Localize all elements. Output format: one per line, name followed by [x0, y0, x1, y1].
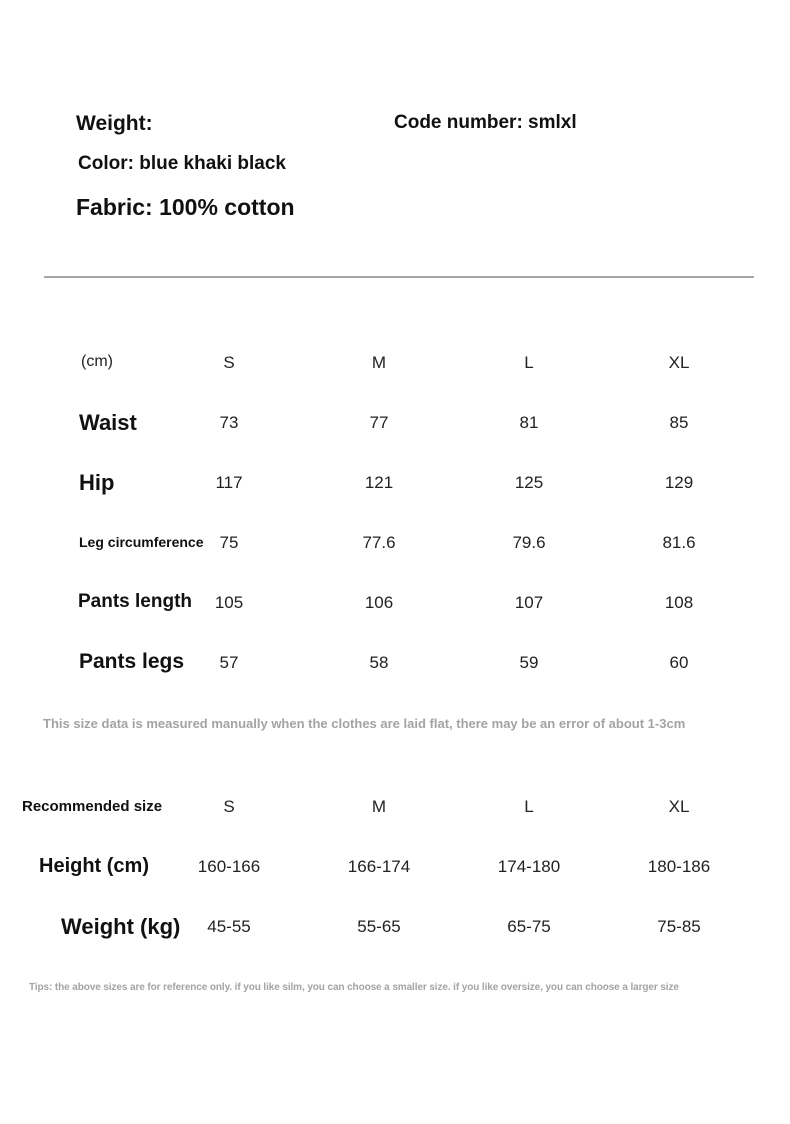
table-cell: 77 [369, 413, 389, 432]
row-label-leg-circumference: Leg circumference [79, 534, 204, 550]
table-cell: 166-174 [347, 857, 411, 876]
row-label-hip: Hip [79, 470, 115, 495]
rec-size-header-xl: XL [668, 797, 690, 816]
weight-label: Weight: [76, 112, 153, 135]
table-cell: 79.6 [512, 533, 546, 552]
code-number: Code number: smlxl [394, 112, 577, 133]
recommended-size-label: Recommended size [22, 798, 163, 815]
table-cell: 125 [514, 473, 544, 492]
table-cell: 160-166 [197, 857, 261, 876]
table-cell: 58 [369, 653, 389, 672]
table-cell: 129 [664, 473, 694, 492]
table-cell: 108 [664, 593, 694, 612]
table-cell: 55-65 [357, 917, 401, 936]
color-info: Color: blue khaki black [78, 153, 286, 174]
size-header-xl: XL [668, 353, 690, 372]
table-cell: 73 [219, 413, 239, 432]
fabric-info: Fabric: 100% cotton [76, 194, 295, 220]
size-header-l: L [524, 353, 534, 372]
table-cell: 85 [669, 413, 689, 432]
size-header-m: M [371, 353, 387, 372]
table-cell: 174-180 [497, 857, 561, 876]
table-cell: 106 [364, 593, 394, 612]
row-label-waist: Waist [79, 410, 137, 435]
rec-size-header-l: L [524, 797, 534, 816]
rec-size-header-m: M [371, 797, 387, 816]
table-cell: 180-186 [647, 857, 711, 876]
measurement-note: This size data is measured manually when the clothes are laid flat, there may be an error of about 1-3cm [43, 716, 686, 731]
size-header-s: S [223, 353, 235, 372]
table-cell: 57 [219, 653, 239, 672]
table-cell: 121 [364, 473, 394, 492]
unit-label: (cm) [81, 353, 113, 370]
table-cell: 59 [519, 653, 539, 672]
row-label-height: Height (cm) [39, 855, 149, 877]
table-cell: 75 [219, 533, 239, 552]
table-cell: 107 [514, 593, 544, 612]
row-label-weight: Weight (kg) [61, 914, 181, 939]
table-cell: 117 [215, 473, 243, 492]
sizing-tip: Tips: the above sizes are for reference only. if you like silm, you can choose a smaller size. if you like oversize, you can choose a larger size [29, 982, 679, 993]
section-divider [44, 276, 754, 278]
row-label-pants-length: Pants length [78, 591, 193, 612]
table-cell: 81.6 [662, 533, 696, 552]
table-cell: 45-55 [207, 917, 251, 936]
table-cell: 75-85 [657, 917, 701, 936]
row-label-pants-legs: Pants legs [79, 650, 185, 673]
table-cell: 77.6 [362, 533, 396, 552]
table-cell: 65-75 [507, 917, 551, 936]
table-cell: 60 [669, 653, 689, 672]
table-cell: 105 [214, 593, 244, 612]
table-cell: 81 [519, 413, 539, 432]
rec-size-header-s: S [223, 797, 235, 816]
